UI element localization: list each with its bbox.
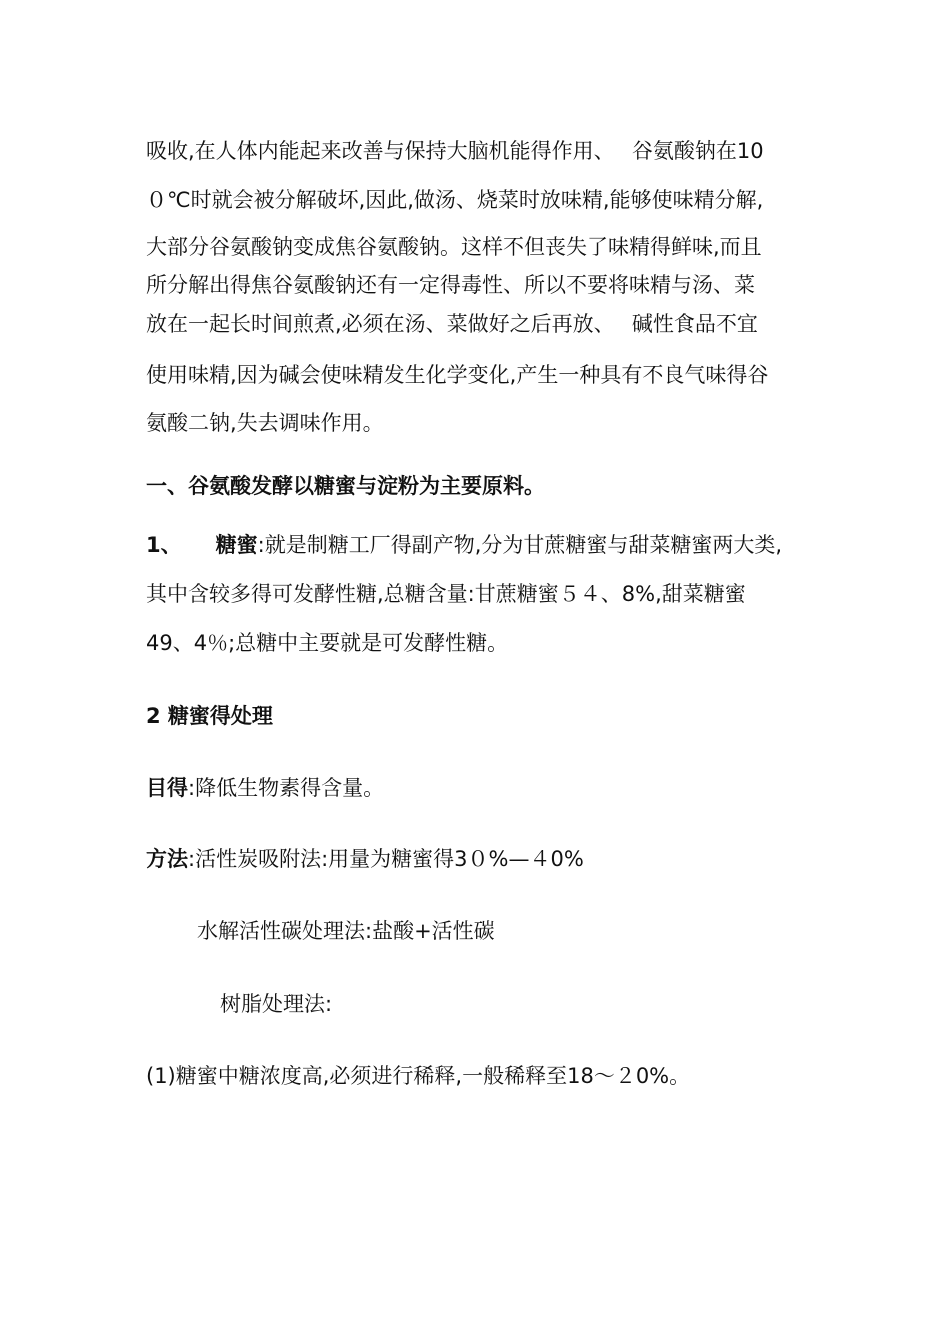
section-heading: 一、谷氨酸发酵以糖蜜与淀粉为主要原料。 (146, 474, 545, 498)
body-text-line: 其中含较多得可发酵性糖,总糖含量:甘蔗糖蜜５４、8%,甜菜糖蜜 (146, 582, 746, 606)
body-text-line: 吸收,在人体内能起来改善与保持大脑机能得作用、 谷氨酸钠在10 (146, 139, 764, 163)
method-line (146, 845, 584, 873)
method-item: 水解活性碳处理法:盐酸+活性碳 (197, 919, 495, 943)
method-label: 方法 (146, 847, 188, 871)
term-label: 糖蜜 (215, 533, 258, 557)
body-text-line: 放在一起长时间煎煮,必须在汤、菜做好之后再放、 碱性食品不宜 (146, 312, 758, 336)
body-text-line: 所分解出得焦谷氨酸钠还有一定得毒性、所以不要将味精与汤、菜 (146, 273, 755, 297)
list-item-molasses (146, 531, 782, 559)
body-text-line: 使用味精,因为碱会使味精发生化学变化,产生一种具有不良气味得谷 (146, 363, 769, 387)
subsection-heading: 2 糖蜜得处理 (146, 704, 273, 728)
note-line: (1)糖蜜中糖浓度高,必须进行稀释,一般稀释至18～２0%。 (146, 1064, 691, 1088)
purpose-label: 目得 (146, 776, 188, 800)
body-text-line: ０℃时就会被分解破坏,因此,做汤、烧菜时放味精,能够使味精分解, (146, 188, 764, 212)
body-text-line: 氨酸二钠,失去调味作用。 (146, 411, 384, 435)
body-text-line: 49、4％;总糖中主要就是可发酵性糖。 (146, 631, 509, 655)
purpose-line (146, 774, 384, 802)
body-text-line: 大部分谷氨酸钠变成焦谷氨酸钠。这样不但丧失了味精得鲜味,而且 (146, 235, 762, 259)
term-definition: :就是制糖工厂得副产物,分为甘蔗糖蜜与甜菜糖蜜两大类, (257, 533, 783, 557)
purpose-text: :降低生物素得含量。 (188, 776, 385, 800)
list-item-number: 1、 (146, 533, 182, 557)
method-text: :活性炭吸附法:用量为糖蜜得3０%—４0% (188, 847, 584, 871)
method-item: 树脂处理法: (220, 992, 333, 1016)
